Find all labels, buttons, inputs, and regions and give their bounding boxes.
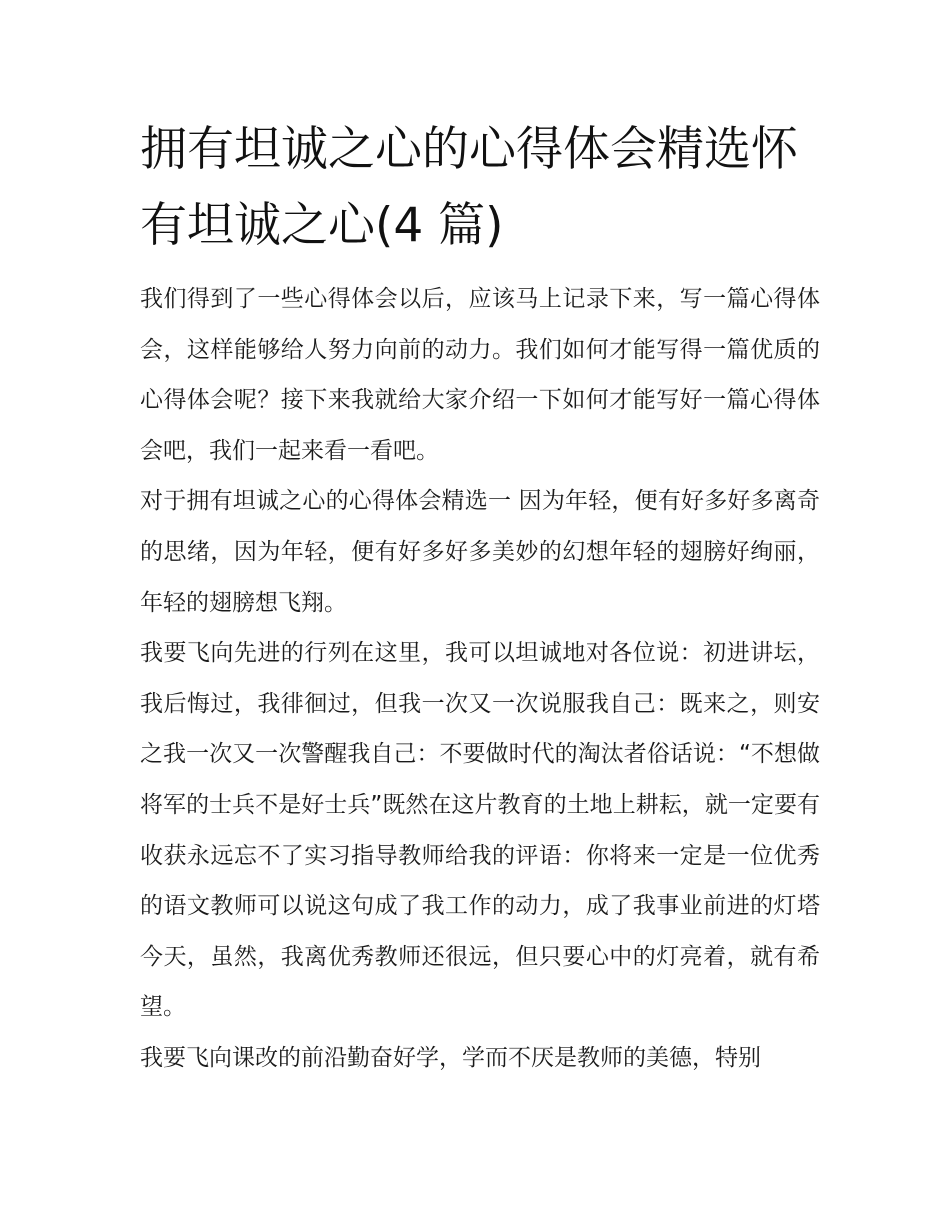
paragraph-1: 对于拥有坦诚之心的心得体会精选一 因为年轻，便有好多好多离奇的思绪，因为年轻，便有好多好多美妙的幻想年轻的翅膀好绚丽，年轻的翅膀想飞翔。 [140,488,820,616]
paragraph-3: 我要飞向课改的前沿勤奋好学，学而不厌是教师的美德，特别 [140,1044,761,1071]
paragraph-2: 我要飞向先进的行列在这里，我可以坦诚地对各位说：初进讲坛，我后悔过，我徘徊过，但我一次又一次说服我自己：既来之，则安之我一次又一次警醒我自己：不要做时代的淘汰者俗话说：“不想做将军的士兵不是好士兵”既然在这片教育的土地上耕耘，就一定要有收获永远忘不了实习指导教师给我的评语：你将来一定是一位优秀的语文教师可以说这句成了我工作的动力，成了我事业前进的灯塔今天，虽然，我离优秀教师还很远，但只要心中的灯亮着，就有希望。 [140,640,820,1021]
paragraph-intro: 我们得到了一些心得体会以后，应该马上记录下来，写一篇心得体会，这样能够给人努力向前的动力。我们如何才能写得一篇优质的心得体会呢？接下来我就给大家介绍一下如何才能写好一篇心得体会吧，我们一起来看一看吧。 [140,286,820,464]
document-title: 拥有坦诚之心的心得体会精选怀有坦诚之心(4 篇) [140,122,798,253]
document-body [140,274,820,1084]
